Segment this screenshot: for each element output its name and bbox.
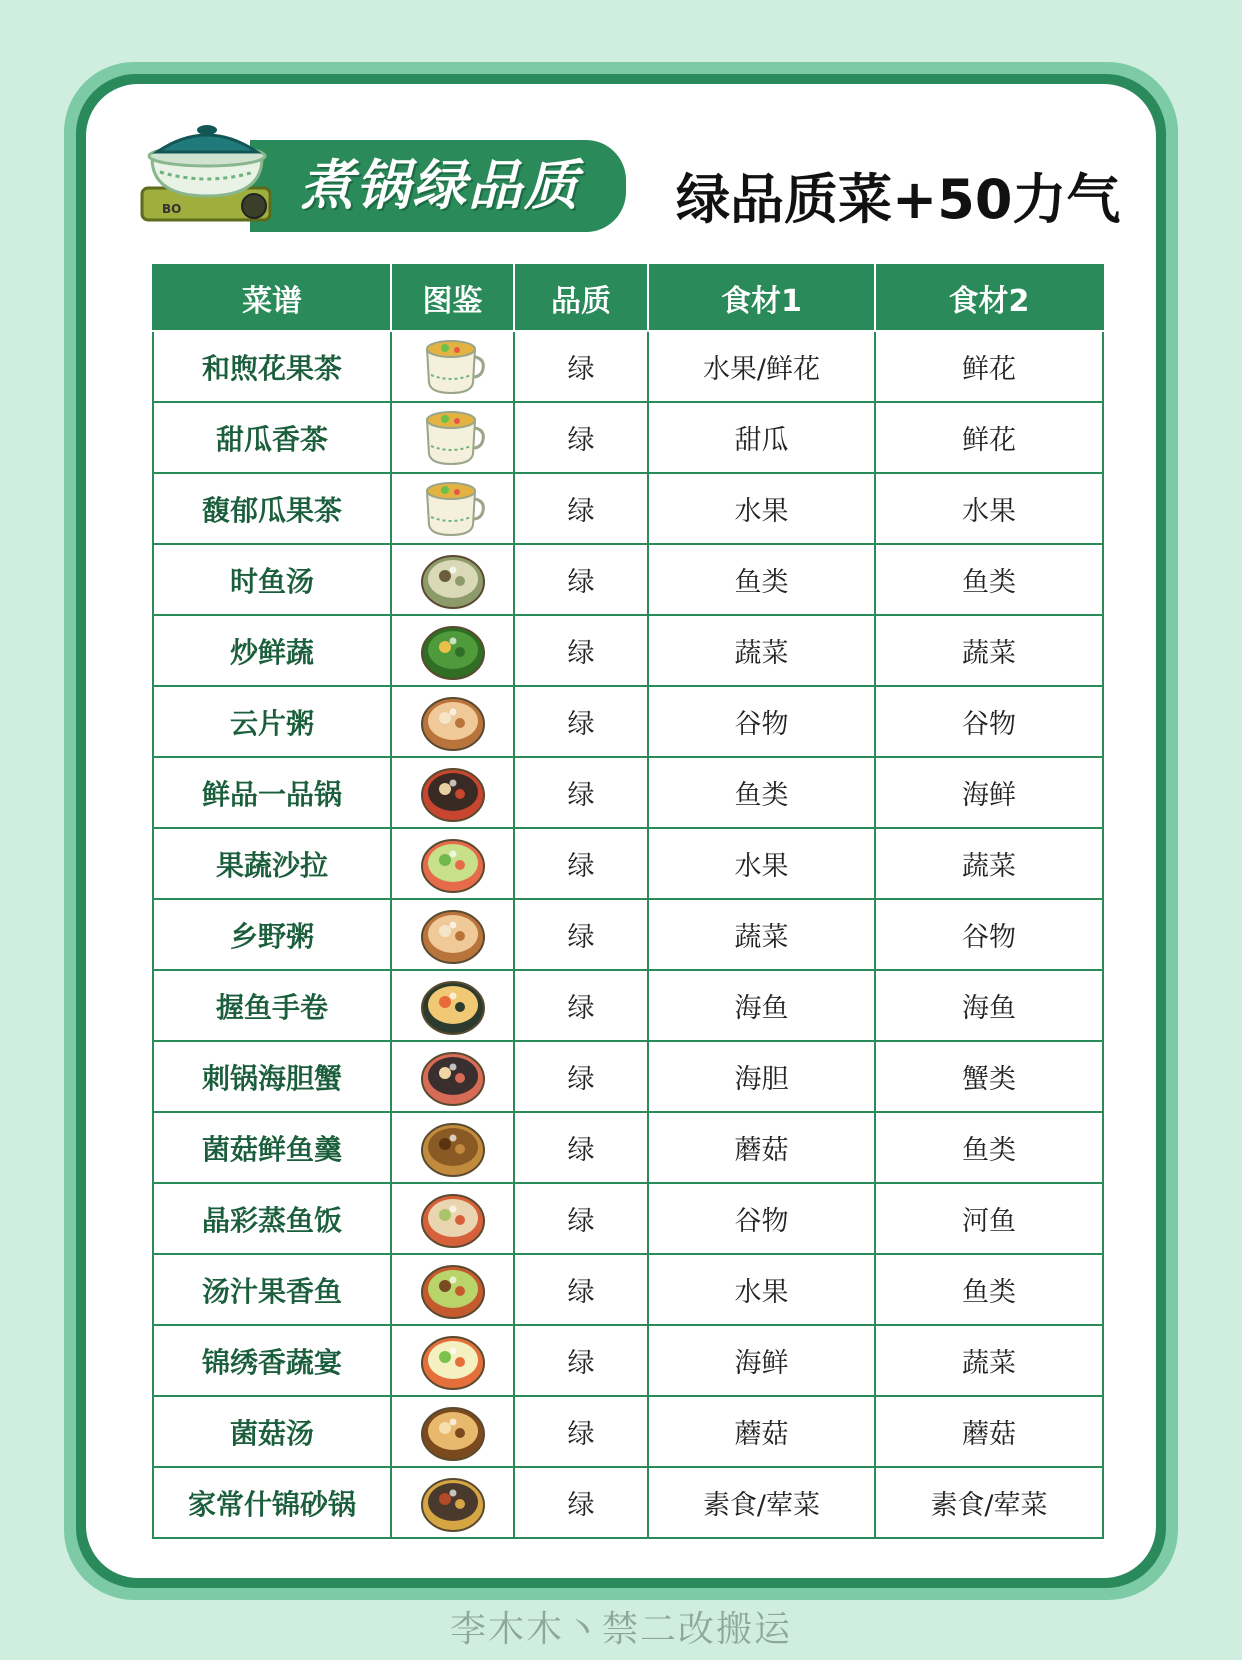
- ingredient-1-cell: 水果/鲜花: [648, 331, 875, 402]
- ingredient-2-cell: 海鲜: [875, 757, 1103, 828]
- ingredient-1-cell: 水果: [648, 473, 875, 544]
- recipe-name-cell: 握鱼手卷: [153, 970, 391, 1041]
- recipe-image-cell: [391, 1041, 514, 1112]
- quality-cell: 绿: [514, 757, 648, 828]
- ingredient-1-cell: 海鲜: [648, 1325, 875, 1396]
- recipe-image-cell: [391, 331, 514, 402]
- table-row: [153, 1254, 1103, 1325]
- quality-cell: 绿: [514, 1396, 648, 1467]
- recipe-image-cell: [391, 1325, 514, 1396]
- table-row: [153, 1041, 1103, 1112]
- porridge-bowl-icon: [419, 905, 487, 965]
- quality-cell: 绿: [514, 473, 648, 544]
- recipe-name-cell: 家常什锦砂锅: [153, 1467, 391, 1538]
- ingredient-2-cell: 蘑菇: [875, 1396, 1103, 1467]
- recipe-image-cell: [391, 1254, 514, 1325]
- quality-cell: 绿: [514, 615, 648, 686]
- column-header-recipe: 菜谱: [153, 265, 391, 331]
- column-header-image: 图鉴: [391, 265, 514, 331]
- column-header-quality: 品质: [514, 265, 648, 331]
- recipe-name-cell: 炒鲜蔬: [153, 615, 391, 686]
- recipe-image-cell: [391, 970, 514, 1041]
- ingredient-2-cell: 水果: [875, 473, 1103, 544]
- vegetable-feast-icon: [419, 1331, 487, 1391]
- table-row: [153, 1396, 1103, 1467]
- pot-label: BO: [162, 202, 182, 216]
- quality-cell: 绿: [514, 1112, 648, 1183]
- ingredient-2-cell: 素食/荤菜: [875, 1467, 1103, 1538]
- quality-cell: 绿: [514, 402, 648, 473]
- ingredient-2-cell: 蔬菜: [875, 615, 1103, 686]
- column-header-ingredient-1: 食材1: [648, 265, 875, 331]
- ingredient-2-cell: 鱼类: [875, 1254, 1103, 1325]
- quality-cell: 绿: [514, 1041, 648, 1112]
- recipe-name-cell: 和煦花果茶: [153, 331, 391, 402]
- table-row: [153, 1467, 1103, 1538]
- ingredient-1-cell: 谷物: [648, 1183, 875, 1254]
- watermark: 李木木丶禁二改搬运: [449, 1609, 792, 1650]
- recipe-image-cell: [391, 544, 514, 615]
- ingredient-1-cell: 蘑菇: [648, 1112, 875, 1183]
- ingredient-2-cell: 鲜花: [875, 402, 1103, 473]
- table-row: [153, 1112, 1103, 1183]
- recipe-image-cell: [391, 1467, 514, 1538]
- recipe-name-cell: 菌菇汤: [153, 1396, 391, 1467]
- ingredient-1-cell: 蘑菇: [648, 1396, 875, 1467]
- recipe-name-cell: 时鱼汤: [153, 544, 391, 615]
- ingredient-1-cell: 素食/荤菜: [648, 1467, 875, 1538]
- table-row: [153, 970, 1103, 1041]
- recipe-image-cell: [391, 686, 514, 757]
- quality-cell: 绿: [514, 970, 648, 1041]
- ingredient-2-cell: 谷物: [875, 899, 1103, 970]
- recipe-image-cell: [391, 473, 514, 544]
- table-row: [153, 899, 1103, 970]
- recipe-name-cell: 汤汁果香鱼: [153, 1254, 391, 1325]
- recipe-image-cell: [391, 757, 514, 828]
- fish-soup-icon: [419, 550, 487, 610]
- ingredient-2-cell: 鲜花: [875, 331, 1103, 402]
- ingredient-1-cell: 海鱼: [648, 970, 875, 1041]
- recipe-name-cell: 甜瓜香茶: [153, 402, 391, 473]
- table-row: [153, 828, 1103, 899]
- table-row: [153, 686, 1103, 757]
- clay-pot-icon: [419, 1473, 487, 1533]
- recipe-image-cell: [391, 828, 514, 899]
- ingredient-1-cell: 水果: [648, 828, 875, 899]
- ingredient-2-cell: 鱼类: [875, 1112, 1103, 1183]
- recipe-image-cell: [391, 899, 514, 970]
- quality-cell: 绿: [514, 544, 648, 615]
- ingredient-2-cell: 蔬菜: [875, 1325, 1103, 1396]
- quality-cell: 绿: [514, 899, 648, 970]
- recipe-image-cell: [391, 615, 514, 686]
- column-header-ingredient-2: 食材2: [875, 265, 1103, 331]
- table-row: [153, 544, 1103, 615]
- recipe-name-cell: 馥郁瓜果茶: [153, 473, 391, 544]
- ingredient-2-cell: 蟹类: [875, 1041, 1103, 1112]
- recipe-name-cell: 刺锅海胆蟹: [153, 1041, 391, 1112]
- recipe-name-cell: 云片粥: [153, 686, 391, 757]
- quality-cell: 绿: [514, 828, 648, 899]
- table-row: [153, 402, 1103, 473]
- recipe-image-cell: [391, 1112, 514, 1183]
- recipe-name-cell: 乡野粥: [153, 899, 391, 970]
- ingredient-1-cell: 水果: [648, 1254, 875, 1325]
- ingredient-1-cell: 谷物: [648, 686, 875, 757]
- table-row: [153, 1325, 1103, 1396]
- ingredient-2-cell: 鱼类: [875, 544, 1103, 615]
- quality-cell: 绿: [514, 1254, 648, 1325]
- steamed-fish-rice-icon: [419, 1189, 487, 1249]
- table-header-row: [153, 265, 1103, 331]
- porridge-bowl-icon: [419, 692, 487, 752]
- table-row: [153, 331, 1103, 402]
- cup-tea-icon: [419, 408, 487, 468]
- banner-title: 煮锅绿品质: [300, 154, 580, 217]
- cup-tea-icon: [419, 479, 487, 539]
- ingredient-1-cell: 海胆: [648, 1041, 875, 1112]
- fruit-fish-icon: [419, 1260, 487, 1320]
- ingredient-1-cell: 蔬菜: [648, 899, 875, 970]
- recipe-image-cell: [391, 1183, 514, 1254]
- quality-cell: 绿: [514, 1467, 648, 1538]
- ingredient-2-cell: 谷物: [875, 686, 1103, 757]
- quality-cell: 绿: [514, 1183, 648, 1254]
- recipe-name-cell: 晶彩蒸鱼饭: [153, 1183, 391, 1254]
- salad-plate-icon: [419, 834, 487, 894]
- ingredient-2-cell: 海鱼: [875, 970, 1103, 1041]
- ingredient-1-cell: 甜瓜: [648, 402, 875, 473]
- mushroom-stew-icon: [419, 1118, 487, 1178]
- hand-roll-icon: [419, 976, 487, 1036]
- ingredient-1-cell: 鱼类: [648, 757, 875, 828]
- cooking-pot-icon: [132, 118, 292, 238]
- urchin-crab-icon: [419, 1047, 487, 1107]
- quality-cell: 绿: [514, 331, 648, 402]
- ingredient-1-cell: 鱼类: [648, 544, 875, 615]
- recipe-image-cell: [391, 1396, 514, 1467]
- ingredient-2-cell: 蔬菜: [875, 828, 1103, 899]
- mushroom-soup-icon: [419, 1402, 487, 1462]
- quality-cell: 绿: [514, 1325, 648, 1396]
- ingredient-1-cell: 蔬菜: [648, 615, 875, 686]
- recipe-name-cell: 果蔬沙拉: [153, 828, 391, 899]
- table-row: [153, 757, 1103, 828]
- table-row: [153, 473, 1103, 544]
- subtitle: 绿品质菜+50力气: [676, 168, 1121, 231]
- recipe-table: [152, 264, 1104, 1539]
- quality-cell: 绿: [514, 686, 648, 757]
- cup-tea-icon: [419, 337, 487, 397]
- recipe-image-cell: [391, 402, 514, 473]
- vegetable-plate-icon: [419, 621, 487, 681]
- recipe-name-cell: 鲜品一品锅: [153, 757, 391, 828]
- recipe-name-cell: 菌菇鲜鱼羹: [153, 1112, 391, 1183]
- table-row: [153, 615, 1103, 686]
- table-row: [153, 1183, 1103, 1254]
- hotpot-icon: [419, 763, 487, 823]
- ingredient-2-cell: 河鱼: [875, 1183, 1103, 1254]
- recipe-name-cell: 锦绣香蔬宴: [153, 1325, 391, 1396]
